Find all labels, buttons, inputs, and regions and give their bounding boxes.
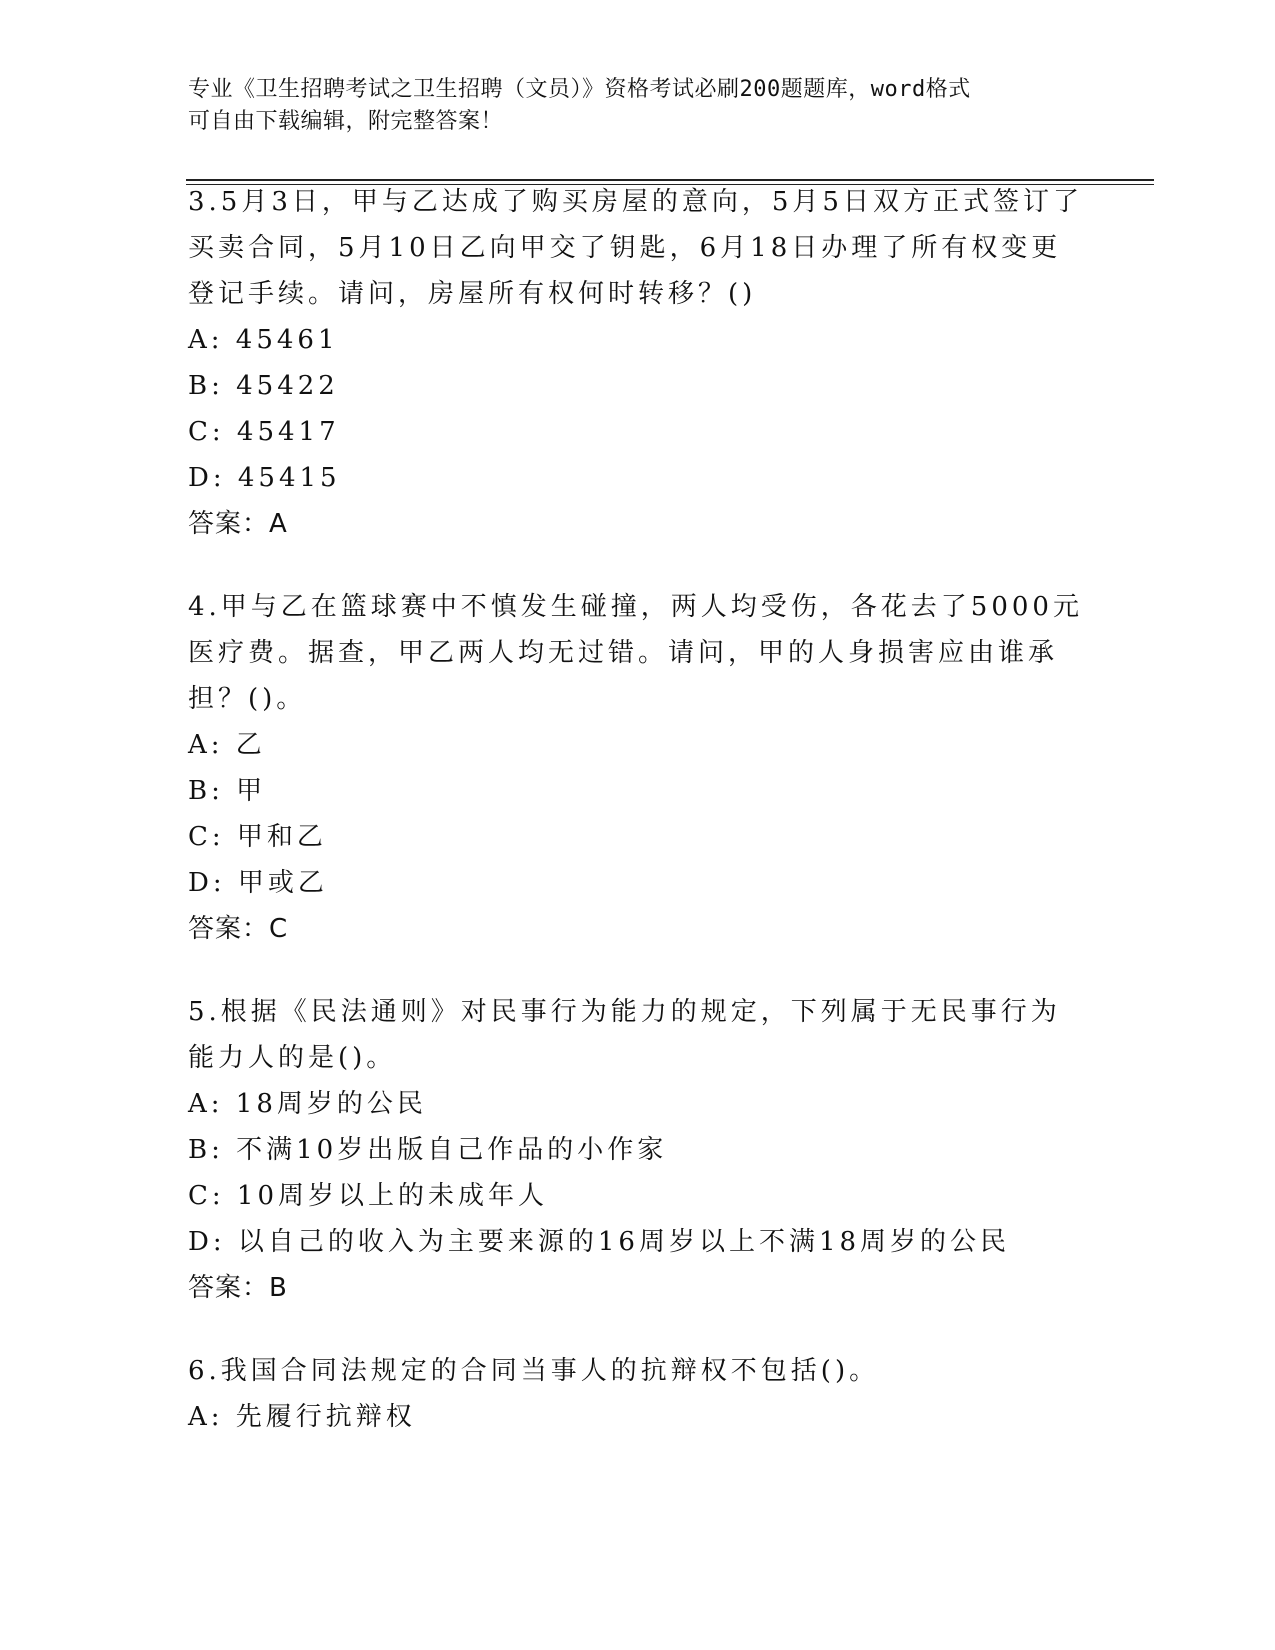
answer-line: 答案：C — [188, 914, 289, 944]
option-c: C: 45417 — [188, 417, 340, 447]
option-b: B: 45422 — [188, 371, 339, 401]
option-c: C: 甲和乙 — [188, 822, 327, 852]
option-d: D: 甲或乙 — [188, 868, 328, 898]
header-line-2: 可自由下载编辑，附完整答案！ — [188, 109, 504, 134]
option-c: C: 10周岁以上的未成年人 — [188, 1181, 549, 1211]
option-a: A: 乙 — [188, 730, 266, 760]
option-a: A: 先履行抗辩权 — [188, 1402, 416, 1432]
option-d: D: 45415 — [188, 463, 341, 493]
question-text: 6.我国合同法规定的合同当事人的抗辩权不包括()。 — [188, 1356, 880, 1386]
option-a: A: 18周岁的公民 — [188, 1089, 427, 1119]
question-text: 5.根据《民法通则》对民事行为能力的规定，下列属于无民事行为能力人的是()。 — [188, 997, 1061, 1073]
option-b: B: 不满10岁出版自己作品的小作家 — [188, 1135, 668, 1165]
question-6 — [188, 1348, 1088, 1440]
option-d: D: 以自己的收入为主要来源的16周岁以上不满18周岁的公民 — [188, 1227, 1011, 1257]
question-text: 4.甲与乙在篮球赛中不慎发生碰撞，两人均受伤，各花去了5000元医疗费。据查，甲乙两人均无过错。请问，甲的人身损害应由谁承担？()。 — [188, 592, 1083, 714]
option-b: B: 甲 — [188, 776, 267, 806]
answer-line: 答案：B — [188, 1273, 288, 1303]
question-text: 3.5月3日，甲与乙达成了购买房屋的意向，5月5日双方正式签订了买卖合同，5月10日乙向甲交了钥匙，6月18日办理了所有权变更登记手续。请问，房屋所有权何时转移？() — [188, 187, 1083, 309]
question-5 — [188, 989, 1088, 1311]
option-a: A: 45461 — [188, 325, 339, 355]
header-line-1: 专业《卫生招聘考试之卫生招聘（文员）》资格考试必刷200题题库，word格式 — [188, 77, 971, 102]
question-4 — [188, 584, 1088, 952]
question-3 — [188, 179, 1088, 547]
answer-line: 答案：A — [188, 509, 288, 539]
document-header — [188, 74, 1088, 138]
